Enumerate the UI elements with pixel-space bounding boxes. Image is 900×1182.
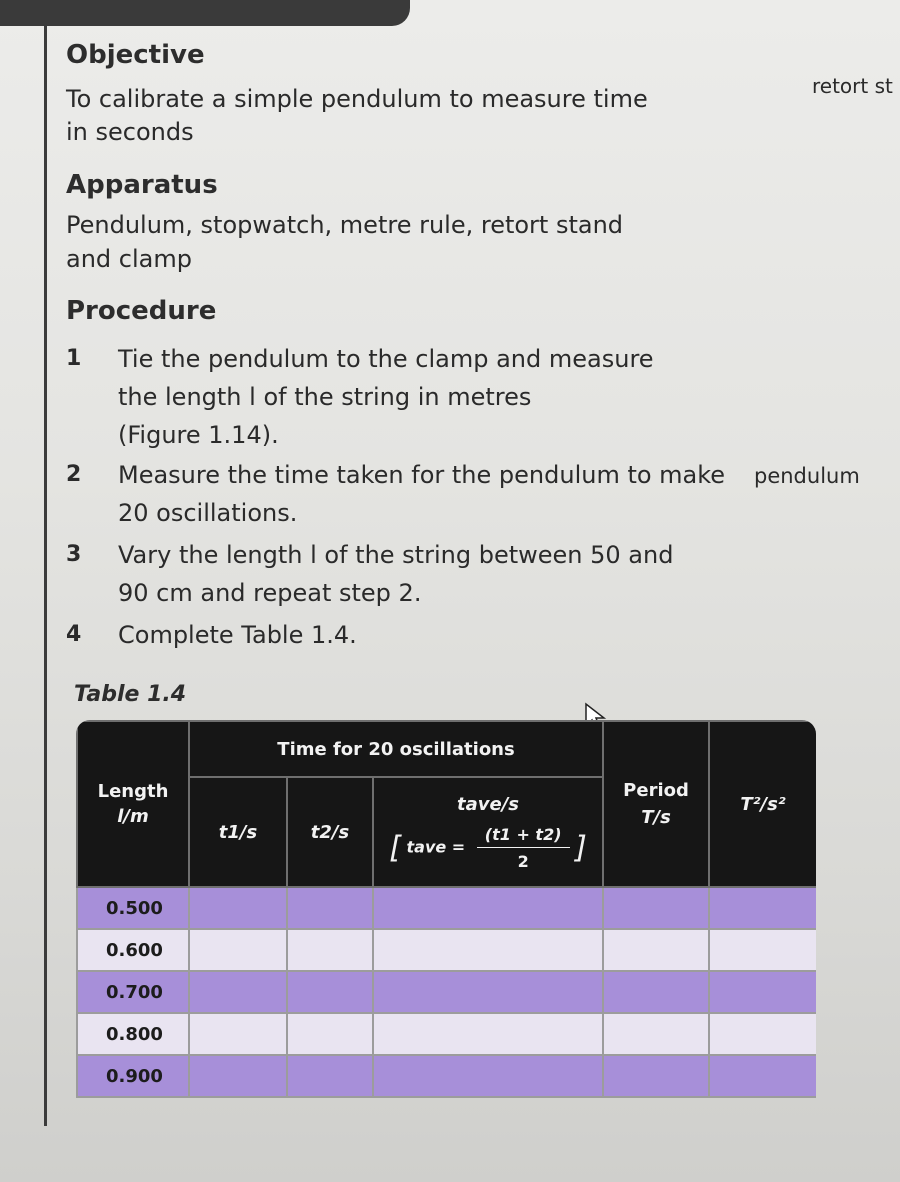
formula-numerator: (t1 + t2) (477, 825, 570, 848)
t-squared-cell (709, 1013, 816, 1055)
table-row (77, 929, 816, 971)
data-table (76, 720, 816, 1110)
period-cell (603, 887, 709, 929)
period-header-line-2: T/s (641, 807, 671, 828)
formula-denominator: 2 (517, 851, 529, 871)
t-squared-header: T²/s² (709, 721, 816, 887)
tave-cell (373, 971, 603, 1013)
top-banner (0, 0, 410, 26)
t1-cell (189, 887, 287, 929)
objective-line-2: in seconds (66, 118, 194, 146)
t2-cell (287, 1055, 373, 1097)
step-line: Measure the time taken for the pendulum to make (118, 461, 726, 489)
period-cell (603, 1055, 709, 1097)
t-squared-cell (709, 1055, 816, 1097)
procedure-step-2 (66, 456, 766, 536)
apparatus-heading: Apparatus (66, 170, 218, 200)
step-line: Complete Table 1.4. (118, 621, 357, 649)
apparatus-line-2: and clamp (66, 245, 192, 273)
period-header (603, 721, 709, 887)
tave-header (373, 777, 603, 887)
step-line: 20 oscillations. (118, 499, 298, 527)
t2-cell (287, 1013, 373, 1055)
procedure-step-4 (66, 616, 766, 656)
objective-line-1: To calibrate a simple pendulum to measure time (66, 85, 648, 113)
length-cell: 0.800 (77, 1013, 189, 1055)
procedure-step-3 (66, 536, 766, 616)
t-squared-cell (709, 887, 816, 929)
tave-formula: [ tave = $\frac{(t1 + t2)}{2}$ ] (389, 824, 587, 871)
period-cell (603, 971, 709, 1013)
t2-cell (287, 971, 373, 1013)
t2-cell (287, 929, 373, 971)
t1-cell (189, 1013, 287, 1055)
t2-cell (287, 887, 373, 929)
step-line: the length l of the string in metres (118, 383, 532, 411)
step-line: 90 cm and repeat step 2. (118, 579, 422, 607)
retort-label: retort st (812, 74, 893, 98)
period-cell (603, 1013, 709, 1055)
length-header-line-1: Length (97, 781, 169, 802)
length-cell: 0.700 (77, 971, 189, 1013)
tave-cell (373, 1013, 603, 1055)
period-cell (603, 929, 709, 971)
pendulum-label: pendulum (754, 464, 860, 488)
length-cell: 0.600 (77, 929, 189, 971)
procedure-step-1 (66, 340, 766, 460)
step-line: (Figure 1.14). (118, 421, 279, 449)
length-cell: 0.900 (77, 1055, 189, 1097)
table-row (77, 1055, 816, 1097)
tave-label: tave/s (457, 793, 519, 815)
tave-cell (373, 887, 603, 929)
t-squared-cell (709, 971, 816, 1013)
t1-header: t1/s (189, 777, 287, 887)
t1-cell (189, 1055, 287, 1097)
table-row (77, 887, 816, 929)
tave-cell (373, 929, 603, 971)
tave-cell (373, 1055, 603, 1097)
length-header (77, 721, 189, 887)
table-row (77, 1013, 816, 1055)
step-line: Vary the length l of the string between 50 and (118, 541, 674, 569)
time-group-header: Time for 20 oscillations (189, 721, 603, 777)
margin-rule (44, 26, 47, 1126)
step-number: 1 (66, 346, 82, 371)
step-number: 4 (66, 622, 82, 647)
length-cell: 0.500 (77, 887, 189, 929)
length-header-line-2: l/m (117, 806, 149, 827)
step-number: 2 (66, 462, 82, 487)
t2-header: t2/s (287, 777, 373, 887)
t1-cell (189, 929, 287, 971)
apparatus-line-1: Pendulum, stopwatch, metre rule, retort stand (66, 211, 624, 239)
step-number: 3 (66, 542, 82, 567)
formula-lhs: tave = (406, 837, 466, 856)
procedure-heading: Procedure (66, 296, 217, 326)
t-squared-cell (709, 929, 816, 971)
period-header-line-1: Period (623, 780, 689, 801)
table-caption: Table 1.4 (74, 682, 187, 707)
t1-cell (189, 971, 287, 1013)
table-row (77, 971, 816, 1013)
step-line: Tie the pendulum to the clamp and measure (118, 345, 654, 373)
objective-heading: Objective (66, 40, 205, 70)
